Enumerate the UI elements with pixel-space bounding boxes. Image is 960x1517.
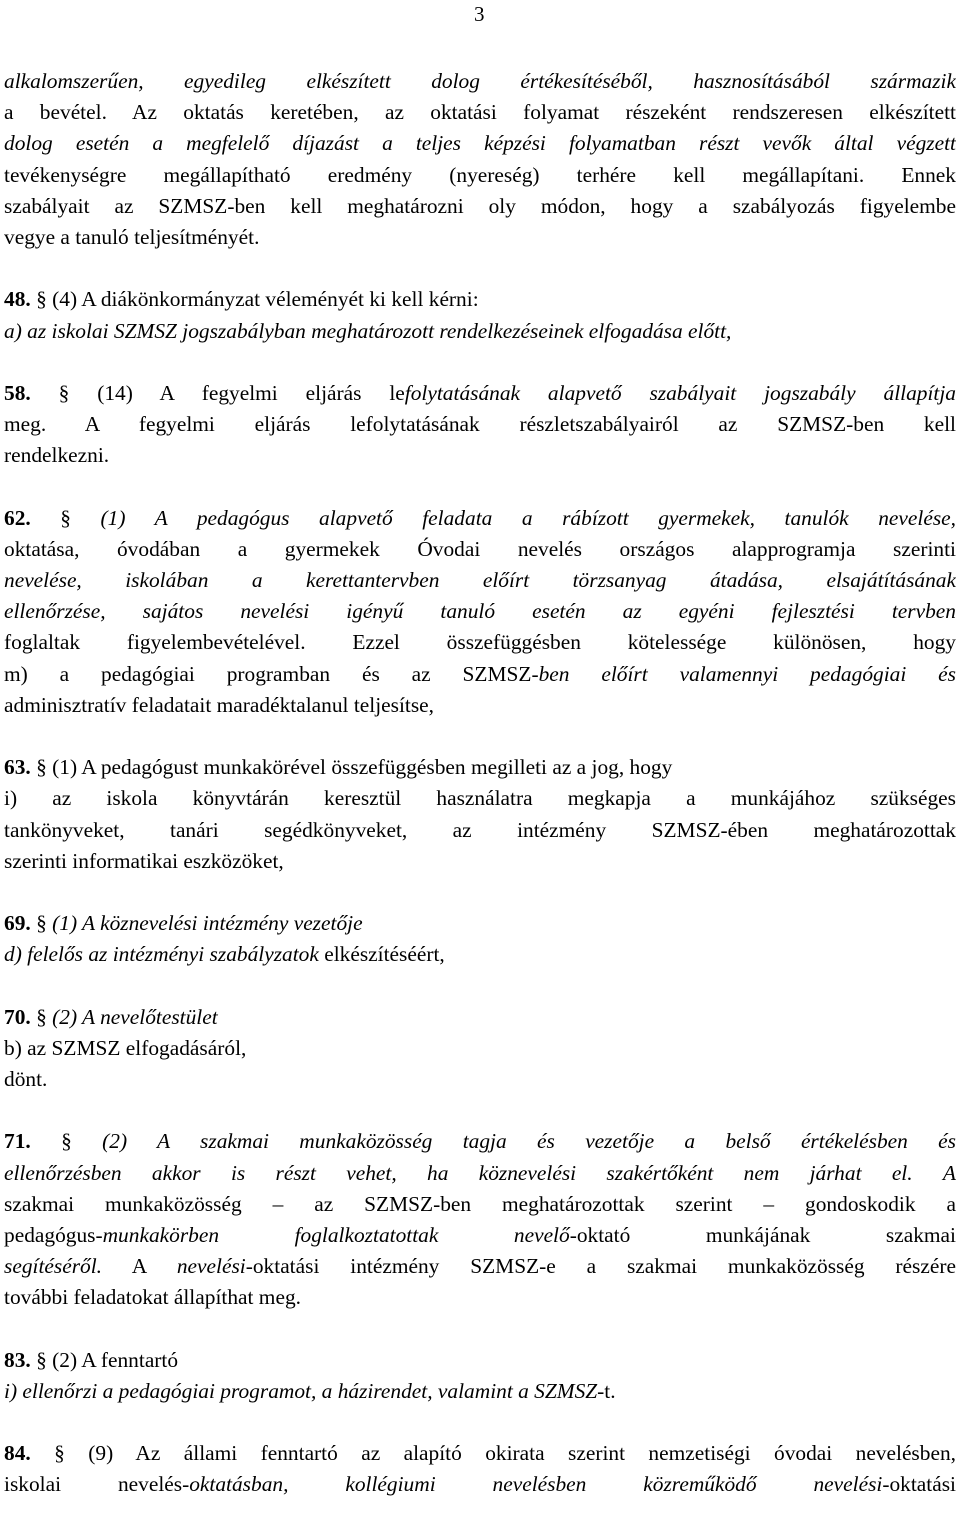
text-line — [4, 939, 956, 970]
text-line — [4, 503, 956, 534]
text-segment: § — [30, 1004, 53, 1029]
paragraph — [4, 378, 956, 472]
paragraph — [4, 284, 956, 346]
text-segment: -t. — [597, 1378, 616, 1403]
section-number: 62. — [4, 505, 31, 530]
text-segment: -oktató munkájának szakmai — [569, 1222, 956, 1247]
text-line — [4, 565, 956, 596]
text-segment: pedagógus- — [4, 1222, 103, 1247]
text-segment: további feladatokat állapíthat meg. — [4, 1285, 301, 1310]
text-line — [4, 1376, 956, 1407]
text-segment: meg. A fegyelmi eljárás lefolytatásának részletszabályairól az SZMSZ-ben kell — [4, 412, 956, 437]
text-line — [4, 222, 956, 253]
text-segment: b) az SZMSZ elfogadásáról, — [4, 1035, 247, 1060]
text-line — [4, 690, 956, 721]
text-segment: szakmai munkaközösség – az SZMSZ-ben meghatározottak szerint – gondoskodik a — [4, 1191, 956, 1216]
text-segment: § (4) A diákönkormányzat véleményét ki kell kérni: — [30, 287, 479, 312]
text-segment: segítéséről. — [4, 1254, 103, 1279]
text-line — [4, 1064, 956, 1095]
text-segment: § (1) A pedagógust munkakörével összefüggésben megilleti az a jog, hogy — [30, 755, 673, 780]
paragraph-gap — [4, 877, 956, 908]
section-number: 71. — [4, 1129, 31, 1154]
text-segment: § (9) Az állami fenntartó az alapító okirata szerint nemzetiségi óvodai nevelésben, — [30, 1441, 956, 1466]
text-segment: alkalomszerűen, egyedileg elkészített dolog értékesítéséből, hasznosításából származik — [4, 69, 956, 93]
text-line — [4, 1469, 956, 1500]
text-line — [4, 1345, 956, 1376]
section-number: 69. — [4, 911, 31, 936]
text-segment: dönt. — [4, 1067, 48, 1091]
text-segment: ben előírt valamennyi pedagógiai és — [538, 661, 956, 686]
text-line — [4, 1126, 956, 1157]
text-segment: rendelkezni. — [4, 443, 110, 468]
text-segment: szabályait az SZMSZ-ben kell meghatározni oly módon, hogy a szabályozás figyelembe — [4, 193, 956, 218]
text-segment: szerinti informatikai eszközöket, — [4, 848, 284, 873]
paragraph-gap — [4, 1314, 956, 1345]
paragraph — [4, 1126, 956, 1313]
page-number: 3 — [474, 2, 485, 26]
text-segment: folytatásának alapvető szabályait jogszabály állapítja — [404, 380, 956, 405]
text-line — [4, 534, 956, 565]
text-line — [4, 783, 956, 814]
text-segment — [913, 1161, 943, 1185]
paragraph-gap — [4, 1407, 956, 1438]
text-segment: § (14) A fegyelmi eljárás le — [30, 380, 405, 405]
text-segment: § — [30, 505, 101, 530]
text-line — [4, 1438, 956, 1469]
text-segment: (1) A köznevelési intézmény vezetője — [52, 911, 363, 936]
text-segment: foglaltak figyelembevételével. Ezzel összefüggésben kötelessége különösen, hogy — [4, 630, 956, 655]
text-segment: iskolai nevelés- — [4, 1472, 190, 1497]
text-segment: ellenőrzésben akkor is részt vehet, ha köznevelési szakértőként nem járhat el. — [4, 1160, 913, 1185]
section-number: 70. — [4, 1004, 31, 1029]
section-number: 48. — [4, 287, 31, 312]
text-line — [4, 908, 956, 939]
text-line — [4, 1033, 956, 1064]
text-line — [4, 846, 956, 877]
text-segment: a) az iskolai SZMSZ jogszabályban meghatározott rendelkezéseinek elfogadása előtt, — [4, 318, 732, 343]
paragraph-gap — [4, 347, 956, 378]
text-line — [4, 440, 956, 471]
text-line — [4, 97, 956, 128]
text-segment: oktatásban, kollégiumi nevelésben közreműködő nevelési — [189, 1472, 883, 1497]
text-line — [4, 284, 956, 315]
section-number: 83. — [4, 1347, 31, 1372]
text-segment: tevékenységre megállapítható eredmény (nyereség) terhére kell megállapítani. Ennek — [4, 162, 956, 187]
section-number: 84. — [4, 1441, 31, 1466]
document-body — [4, 66, 956, 1501]
text-line — [4, 1251, 956, 1282]
text-segment: § (2) A fenntartó — [30, 1347, 179, 1372]
paragraph-gap — [4, 970, 956, 1001]
text-segment: i) ellenőrzi a pedagógiai programot, a házirendet, valamint a SZMSZ — [4, 1378, 598, 1403]
text-segment: (2) A szakmai munkaközösség tagja és vezetője a belső értékelésben és — [102, 1129, 956, 1154]
paragraph — [4, 752, 956, 877]
text-segment: nevelési — [176, 1254, 246, 1279]
text-line — [4, 1158, 956, 1189]
text-segment: dolog esetén a megfelelő díjazást a teljes képzési folyamatban részt vevők által végzett — [4, 131, 956, 156]
text-segment: A — [102, 1254, 177, 1279]
text-line — [4, 66, 956, 97]
paragraph — [4, 908, 956, 970]
text-line — [4, 378, 956, 409]
paragraph — [4, 503, 956, 721]
text-segment: oktatása, óvodában a gyermekek Óvodai nevelés országos alapprogramja szerinti — [4, 536, 956, 561]
text-segment: -oktatási — [882, 1472, 956, 1497]
text-segment: adminisztratív feladatait maradéktalanul teljesítse, — [4, 692, 435, 717]
text-segment: tankönyveket, tanári segédkönyveket, az intézmény SZMSZ-ében meghatározottak — [4, 817, 956, 842]
paragraph — [4, 1438, 956, 1500]
text-line — [4, 316, 956, 347]
text-line — [4, 409, 956, 440]
paragraph-gap — [4, 721, 956, 752]
text-line — [4, 1189, 956, 1220]
text-line — [4, 815, 956, 846]
section-number: 58. — [4, 380, 31, 405]
text-segment: (1) A pedagógus alapvető feladata a rábízott gyermekek, tanulók nevelése, — [100, 505, 956, 530]
text-segment: munkakörben foglalkoztatottak nevelő — [102, 1222, 570, 1247]
paragraph — [4, 66, 956, 253]
text-line — [4, 160, 956, 191]
text-line — [4, 191, 956, 222]
text-segment: a bevétel. Az oktatás keretében, az oktatási folyamat részeként rendszeresen elkészített — [4, 100, 956, 125]
text-segment: vegye a tanuló teljesítményét. — [4, 224, 260, 249]
text-segment: A — [942, 1160, 956, 1185]
text-segment: (2) A nevelőtestület — [52, 1004, 218, 1029]
paragraph — [4, 1002, 956, 1096]
text-segment: nevelése, iskolában a kerettantervben előírt törzsanyag átadása, elsajátításának — [4, 568, 956, 592]
text-line — [4, 659, 956, 690]
section-number: 63. — [4, 755, 31, 780]
text-segment: m) a pedagógiai programban és az SZMSZ- — [4, 661, 539, 686]
text-segment: § — [30, 911, 53, 936]
text-line — [4, 1282, 956, 1313]
text-line — [4, 1220, 956, 1251]
text-line — [4, 596, 956, 627]
paragraph-gap — [4, 253, 956, 284]
text-segment: d) felelős az intézményi szabályzatok — [4, 942, 325, 967]
text-line — [4, 128, 956, 159]
paragraph-gap — [4, 1095, 956, 1126]
paragraph-gap — [4, 471, 956, 502]
text-segment: -oktatási intézmény SZMSZ-e a szakmai munkaközösség részére — [245, 1254, 956, 1279]
text-segment: i) az iskola könyvtárán keresztül használatra megkapja a munkájához szükséges — [4, 786, 956, 811]
paragraph — [4, 1345, 956, 1407]
text-line — [4, 627, 956, 658]
text-segment: § — [30, 1129, 103, 1154]
text-line — [4, 1002, 956, 1033]
text-line — [4, 752, 956, 783]
text-segment: ellenőrzése, sajátos nevelési igényű tanuló esetén az egyéni fejlesztési tervben — [4, 599, 956, 624]
text-segment: elkészítéséért, — [324, 942, 445, 967]
